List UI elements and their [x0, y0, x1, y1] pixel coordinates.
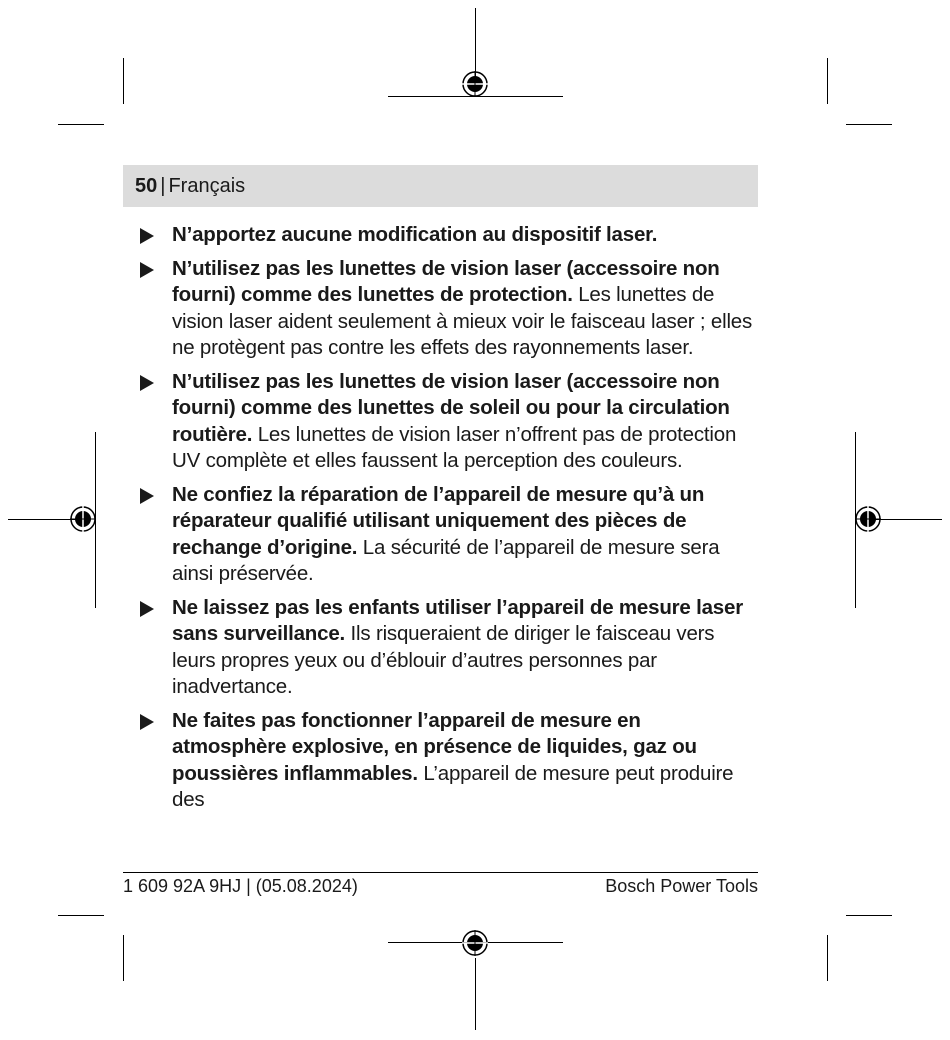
registration-target-icon — [855, 506, 881, 532]
bullet-triangle-icon — [140, 228, 154, 244]
item-text: Les lunettes de vision laser n’offrent pas de protection UV complète et elles faussent la perception des couleurs. — [172, 422, 737, 472]
registration-line — [475, 8, 476, 80]
header-separator: | — [160, 174, 166, 197]
item-text: Les lunettes de vision laser aident seulement à mieux voir le faisceau laser ; elles ne protègent pas contre les effets des rayonnements laser. — [172, 283, 753, 359]
list-item — [140, 222, 760, 249]
list-item — [140, 482, 760, 588]
page-footer — [123, 876, 758, 897]
crop-mark — [827, 58, 828, 104]
bullet-triangle-icon — [140, 262, 154, 278]
bullet-triangle-icon — [140, 488, 154, 504]
list-item — [140, 256, 760, 362]
page-header — [123, 165, 758, 207]
item-lead: Ne confiez la réparation de l’appareil de mesure qu’à un réparateur qualifié utilisant uniquement des pièces de rechange d’origine. — [172, 482, 705, 559]
safety-instructions — [140, 222, 760, 821]
crop-mark — [846, 915, 892, 916]
item-lead: Ne laissez pas les enfants utiliser l’appareil de mesure laser sans surveillance. — [172, 595, 743, 645]
item-text: L’appareil de mesure peut produire des — [172, 761, 734, 811]
crop-mark — [123, 935, 124, 981]
bullet-triangle-icon — [140, 601, 154, 617]
item-lead: N’apportez aucune modification au dispositif laser. — [172, 223, 658, 246]
crop-mark — [846, 124, 892, 125]
item-lead: N’utilisez pas les lunettes de vision laser (accessoire non fourni) comme des lunettes de protection. — [172, 256, 720, 306]
footer-rule — [123, 872, 758, 873]
item-lead: Ne faites pas fonctionner l’appareil de mesure en atmosphère explosive, en présence de liquides, gaz ou poussières inflammables. — [172, 708, 697, 785]
brand-name: Bosch Power Tools — [605, 876, 758, 896]
document-code: 1 609 92A 9HJ | (05.08.2024) — [123, 876, 358, 896]
list-item — [140, 369, 760, 475]
crop-mark — [58, 915, 104, 916]
registration-target-icon — [70, 506, 96, 532]
crop-mark — [827, 935, 828, 981]
item-text: La sécurité de l’appareil de mesure sera ainsi préservée. — [172, 535, 720, 585]
bullet-triangle-icon — [140, 714, 154, 730]
registration-target-icon — [462, 71, 488, 97]
list-item — [140, 708, 760, 814]
section-title: Français — [168, 174, 246, 197]
registration-target-icon — [462, 930, 488, 956]
item-text: Ils risqueraient de diriger le faisceau vers leurs propres yeux ou d’éblouir d’autres personnes par inadvertance. — [172, 622, 715, 698]
registration-line — [475, 958, 476, 1030]
list-item — [140, 595, 760, 701]
crop-mark — [123, 58, 124, 104]
item-lead: N’utilisez pas les lunettes de vision laser (accessoire non fourni) comme des lunettes de soleil ou pour la circulation routière. — [172, 369, 730, 446]
page-number: 50 — [135, 174, 158, 197]
crop-mark — [58, 124, 104, 125]
bullet-triangle-icon — [140, 375, 154, 391]
